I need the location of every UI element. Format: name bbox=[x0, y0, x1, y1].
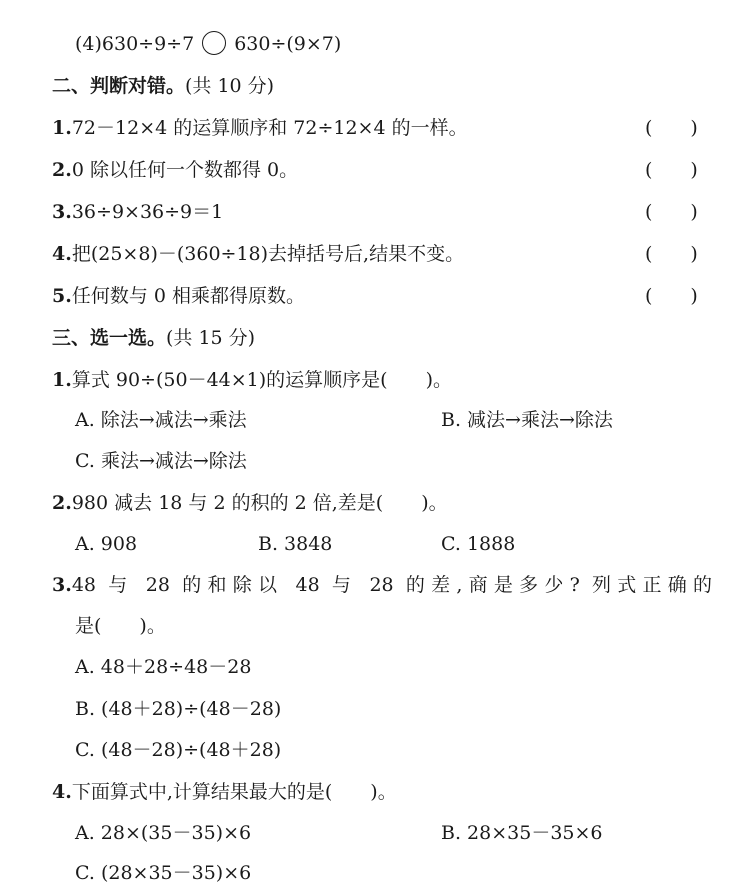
section3-heading bbox=[52, 326, 255, 350]
q3-option-b[interactable]: B. (48＋28)÷(48－28) bbox=[75, 698, 282, 720]
q2-option-b[interactable]: B. 3848 bbox=[258, 533, 333, 555]
question-text: 算式 90÷(50－44×1)的运算顺序是( )。 bbox=[71, 369, 452, 391]
judge-item-1 bbox=[52, 116, 468, 140]
q3-option-a[interactable]: A. 48＋28÷48－28 bbox=[75, 656, 252, 678]
q3-option-c[interactable]: C. (48－28)÷(48＋28) bbox=[75, 739, 282, 761]
item-text: 把(25×8)－(360÷18)去掉括号后,结果不变。 bbox=[71, 243, 465, 265]
q2-option-a[interactable]: A. 908 bbox=[75, 533, 138, 555]
answer-blank-5[interactable]: ( ) bbox=[645, 285, 698, 307]
item-number: 3. bbox=[52, 201, 72, 223]
q2-option-c[interactable]: C. 1888 bbox=[441, 533, 516, 555]
question-number: 4. bbox=[52, 781, 72, 803]
judge-item-2 bbox=[52, 158, 298, 182]
question-number: 1. bbox=[52, 369, 72, 391]
question-text: 下面算式中,计算结果最大的是( )。 bbox=[71, 781, 397, 803]
answer-blank-2[interactable]: ( ) bbox=[645, 159, 698, 181]
section2-title: 二、判断对错。 bbox=[52, 75, 186, 97]
item-text: 任何数与 0 相乘都得原数。 bbox=[71, 285, 306, 307]
answer-blank-4[interactable]: ( ) bbox=[645, 243, 698, 265]
answer-blank-1[interactable]: ( ) bbox=[645, 117, 698, 139]
item-text: 0 除以任何一个数都得 0。 bbox=[71, 159, 299, 181]
q1-option-a[interactable]: A. 除法→减法→乘法 bbox=[75, 409, 247, 431]
question-number: 3. bbox=[52, 574, 72, 596]
item-number: 2. bbox=[52, 159, 72, 181]
choice-question-3 bbox=[52, 573, 712, 597]
item-number: 1. bbox=[52, 117, 72, 139]
section3-score: (共 15 分) bbox=[166, 327, 256, 349]
question-3-continuation: 是( )。 bbox=[75, 615, 166, 637]
question-number: 2. bbox=[52, 492, 72, 514]
q4-option-b[interactable]: B. 28×35－35×6 bbox=[441, 822, 603, 844]
q1-option-c[interactable]: C. 乘法→减法→除法 bbox=[75, 450, 247, 472]
judge-item-5 bbox=[52, 284, 305, 308]
item-text: 36÷9×36÷9＝1 bbox=[71, 201, 224, 223]
item-text: 72－12×4 的运算顺序和 72÷12×4 的一样。 bbox=[71, 117, 468, 139]
judge-item-4 bbox=[52, 242, 464, 266]
section2-score: (共 10 分) bbox=[185, 75, 275, 97]
compare-right: 630÷(9×7) bbox=[234, 33, 342, 55]
compare-left: (4)630÷9÷7 bbox=[75, 33, 195, 55]
compare-answer-circle[interactable] bbox=[202, 31, 226, 55]
section3-title: 三、选一选。 bbox=[52, 327, 167, 349]
item-number: 4. bbox=[52, 243, 72, 265]
item-number: 5. bbox=[52, 285, 72, 307]
question-text: 980 减去 18 与 2 的积的 2 倍,差是( )。 bbox=[71, 492, 448, 514]
q1-option-b[interactable]: B. 减法→乘法→除法 bbox=[441, 409, 613, 431]
compare-item bbox=[75, 31, 341, 56]
choice-question-1 bbox=[52, 368, 452, 392]
q4-option-c[interactable]: C. (28×35－35)×6 bbox=[75, 862, 252, 884]
judge-item-3 bbox=[52, 200, 223, 224]
choice-question-2 bbox=[52, 491, 448, 515]
answer-blank-3[interactable]: ( ) bbox=[645, 201, 698, 223]
q4-option-a[interactable]: A. 28×(35－35)×6 bbox=[75, 822, 252, 844]
choice-question-4 bbox=[52, 780, 397, 804]
question-text: 48 与 28 的和除以 48 与 28 的差,商是多少? 列式正确的 bbox=[71, 574, 712, 596]
section2-heading bbox=[52, 74, 274, 98]
